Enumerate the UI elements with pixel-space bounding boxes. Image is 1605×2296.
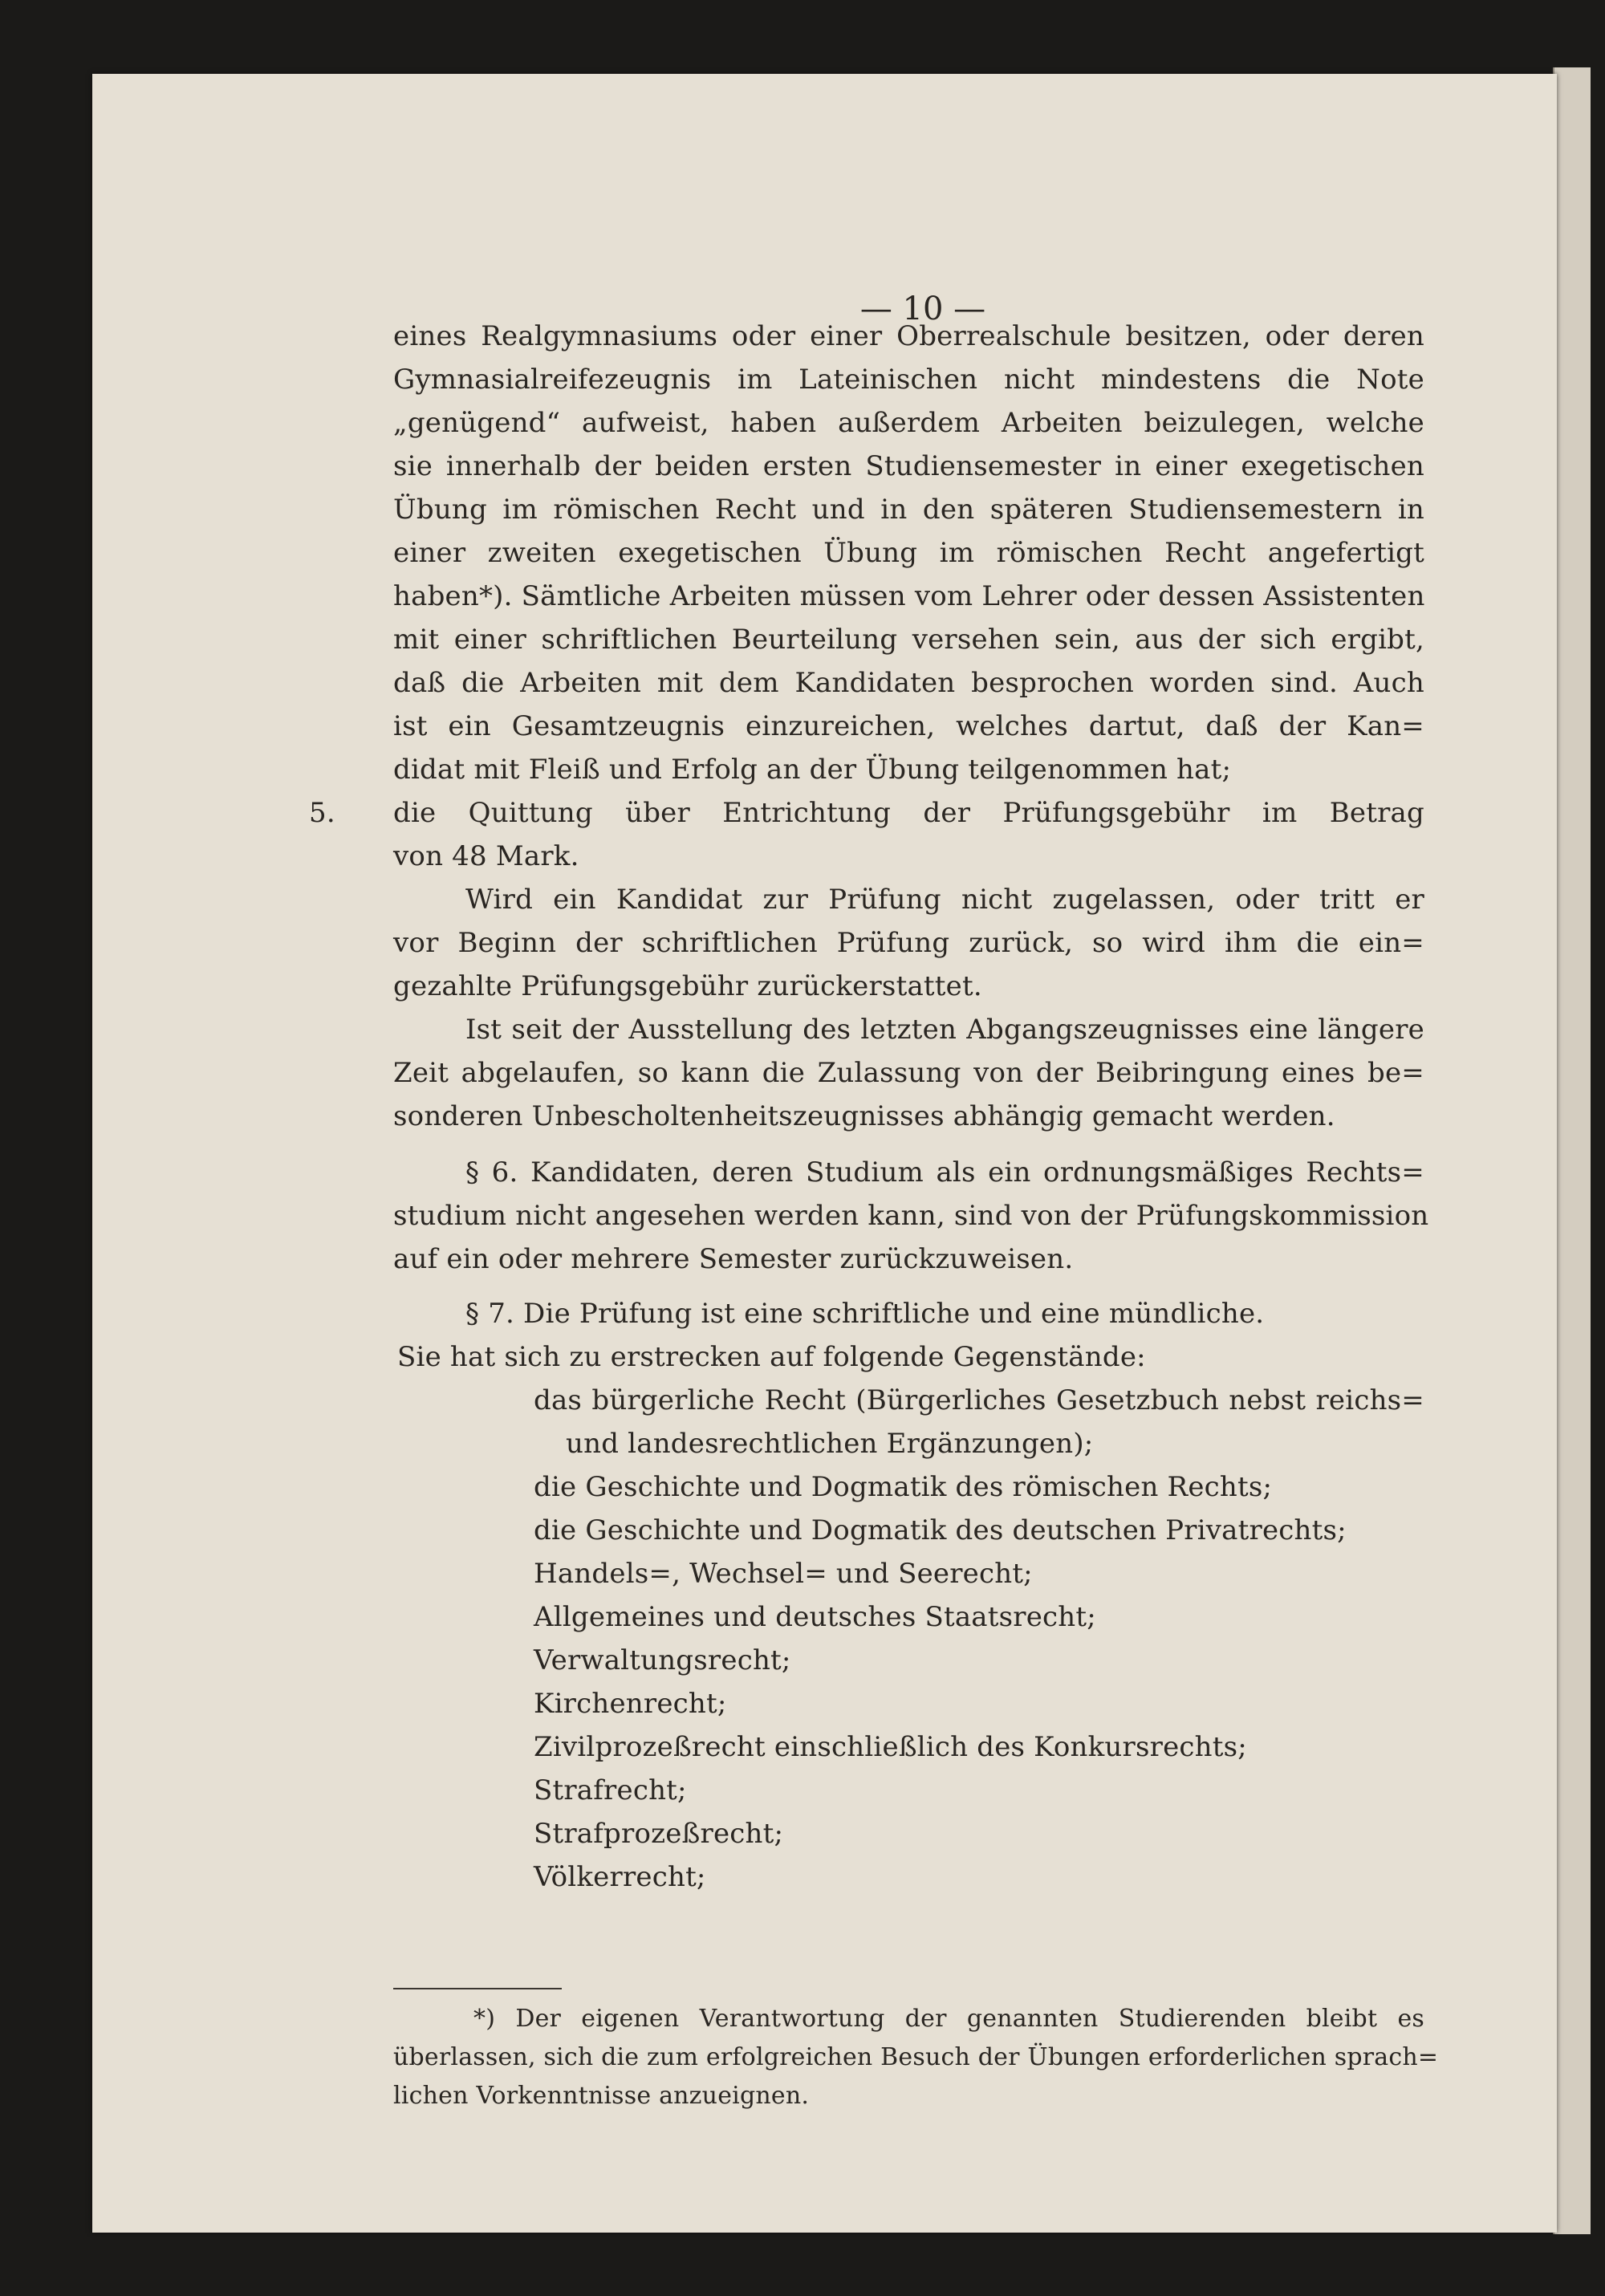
list-item: und landesrechtlichen Ergänzungen); xyxy=(566,1428,1094,1460)
footnote-line: *) Der eigenen Verantwortung der genannten Studierenden bleibt es xyxy=(473,2005,1424,2033)
footnote-line: lichen Vorkenntnisse anzueignen. xyxy=(393,2082,810,2110)
list-item: Allgemeines und deutsches Staatsrecht; xyxy=(534,1601,1096,1633)
text-line: „genügend“ aufweist, haben außerdem Arbeiten beizulegen, welche xyxy=(393,407,1424,439)
list-item: Völkerrecht; xyxy=(534,1861,706,1893)
text-line: vor Beginn der schriftlichen Prüfung zurück, so wird ihm die ein= xyxy=(393,927,1424,959)
text-line: eines Realgymnasiums oder einer Oberrealschule besitzen, oder deren xyxy=(393,320,1424,352)
text-line: daß die Arbeiten mit dem Kandidaten besprochen worden sind. Auch xyxy=(393,667,1424,699)
text-line: Wird ein Kandidat zur Prüfung nicht zugelassen, oder tritt er xyxy=(465,884,1424,916)
text-line: mit einer schriftlichen Beurteilung versehen sein, aus der sich ergibt, xyxy=(393,624,1424,656)
text-line: didat mit Fleiß und Erfolg an der Übung teilgenommen hat; xyxy=(393,754,1232,786)
text-line: sie innerhalb der beiden ersten Studiensemester in einer exegetischen xyxy=(393,450,1424,482)
footnote-line: überlassen, sich die zum erfolgreichen Besuch der Übungen erforderlichen sprach= xyxy=(393,2043,1439,2071)
list-item: Handels=, Wechsel= und Seerecht; xyxy=(534,1558,1033,1590)
text-line: haben*). Sämtliche Arbeiten müssen vom Lehrer oder dessen Assistenten xyxy=(393,580,1425,612)
text-line: gezahlte Prüfungsgebühr zurückerstattet. xyxy=(393,970,982,1002)
list-item: Kirchenrecht; xyxy=(534,1688,727,1720)
list-item: Zivilprozeßrecht einschließlich des Konkursrechts; xyxy=(534,1731,1247,1763)
text-line: auf ein oder mehrere Semester zurückzuweisen. xyxy=(393,1243,1074,1275)
section-heading-line: § 6. Kandidaten, deren Studium als ein ordnungsmäßiges Rechts= xyxy=(465,1156,1424,1189)
section-heading-line: § 7. Die Prüfung ist eine schriftliche und eine mündliche. xyxy=(465,1298,1265,1330)
list-item: die Geschichte und Dogmatik des deutschen Privatrechts; xyxy=(534,1514,1347,1546)
list-item: Strafrecht; xyxy=(534,1774,687,1806)
item-number: 5. xyxy=(309,797,335,829)
document-page xyxy=(92,74,1557,2233)
footnote-rule xyxy=(393,1988,562,1989)
text-line: die Quittung über Entrichtung der Prüfungsgebühr im Betrag xyxy=(393,797,1424,829)
text-line: Zeit abgelaufen, so kann die Zulassung von der Beibringung eines be= xyxy=(393,1057,1424,1089)
page-number: — 10 — xyxy=(859,291,986,327)
list-item: Verwaltungsrecht; xyxy=(534,1644,791,1676)
text-line: Gymnasialreifezeugnis im Lateinischen nicht mindestens die Note xyxy=(393,364,1424,396)
text-line: Ist seit der Ausstellung des letzten Abgangszeugnisses eine längere xyxy=(465,1014,1424,1046)
text-line: einer zweiten exegetischen Übung im römischen Recht angefertigt xyxy=(393,537,1424,569)
text-line: von 48 Mark. xyxy=(393,840,579,872)
text-line: studium nicht angesehen werden kann, sind von der Prüfungskommission xyxy=(393,1200,1429,1232)
list-item: das bürgerliche Recht (Bürgerliches Gesetzbuch nebst reichs= xyxy=(534,1384,1424,1416)
text-line: sonderen Unbescholtenheitszeugnisses abhängig gemacht werden. xyxy=(393,1100,1335,1132)
facing-page-edge xyxy=(1553,67,1591,2234)
list-item: Strafprozeßrecht; xyxy=(534,1818,784,1850)
text-line: ist ein Gesamtzeugnis einzureichen, welches dartut, daß der Kan= xyxy=(393,710,1424,742)
text-line: Übung im römischen Recht und in den späteren Studiensemestern in xyxy=(393,494,1424,526)
text-line: Sie hat sich zu erstrecken auf folgende Gegenstände: xyxy=(397,1341,1146,1373)
list-item: die Geschichte und Dogmatik des römischen Rechts; xyxy=(534,1471,1273,1503)
